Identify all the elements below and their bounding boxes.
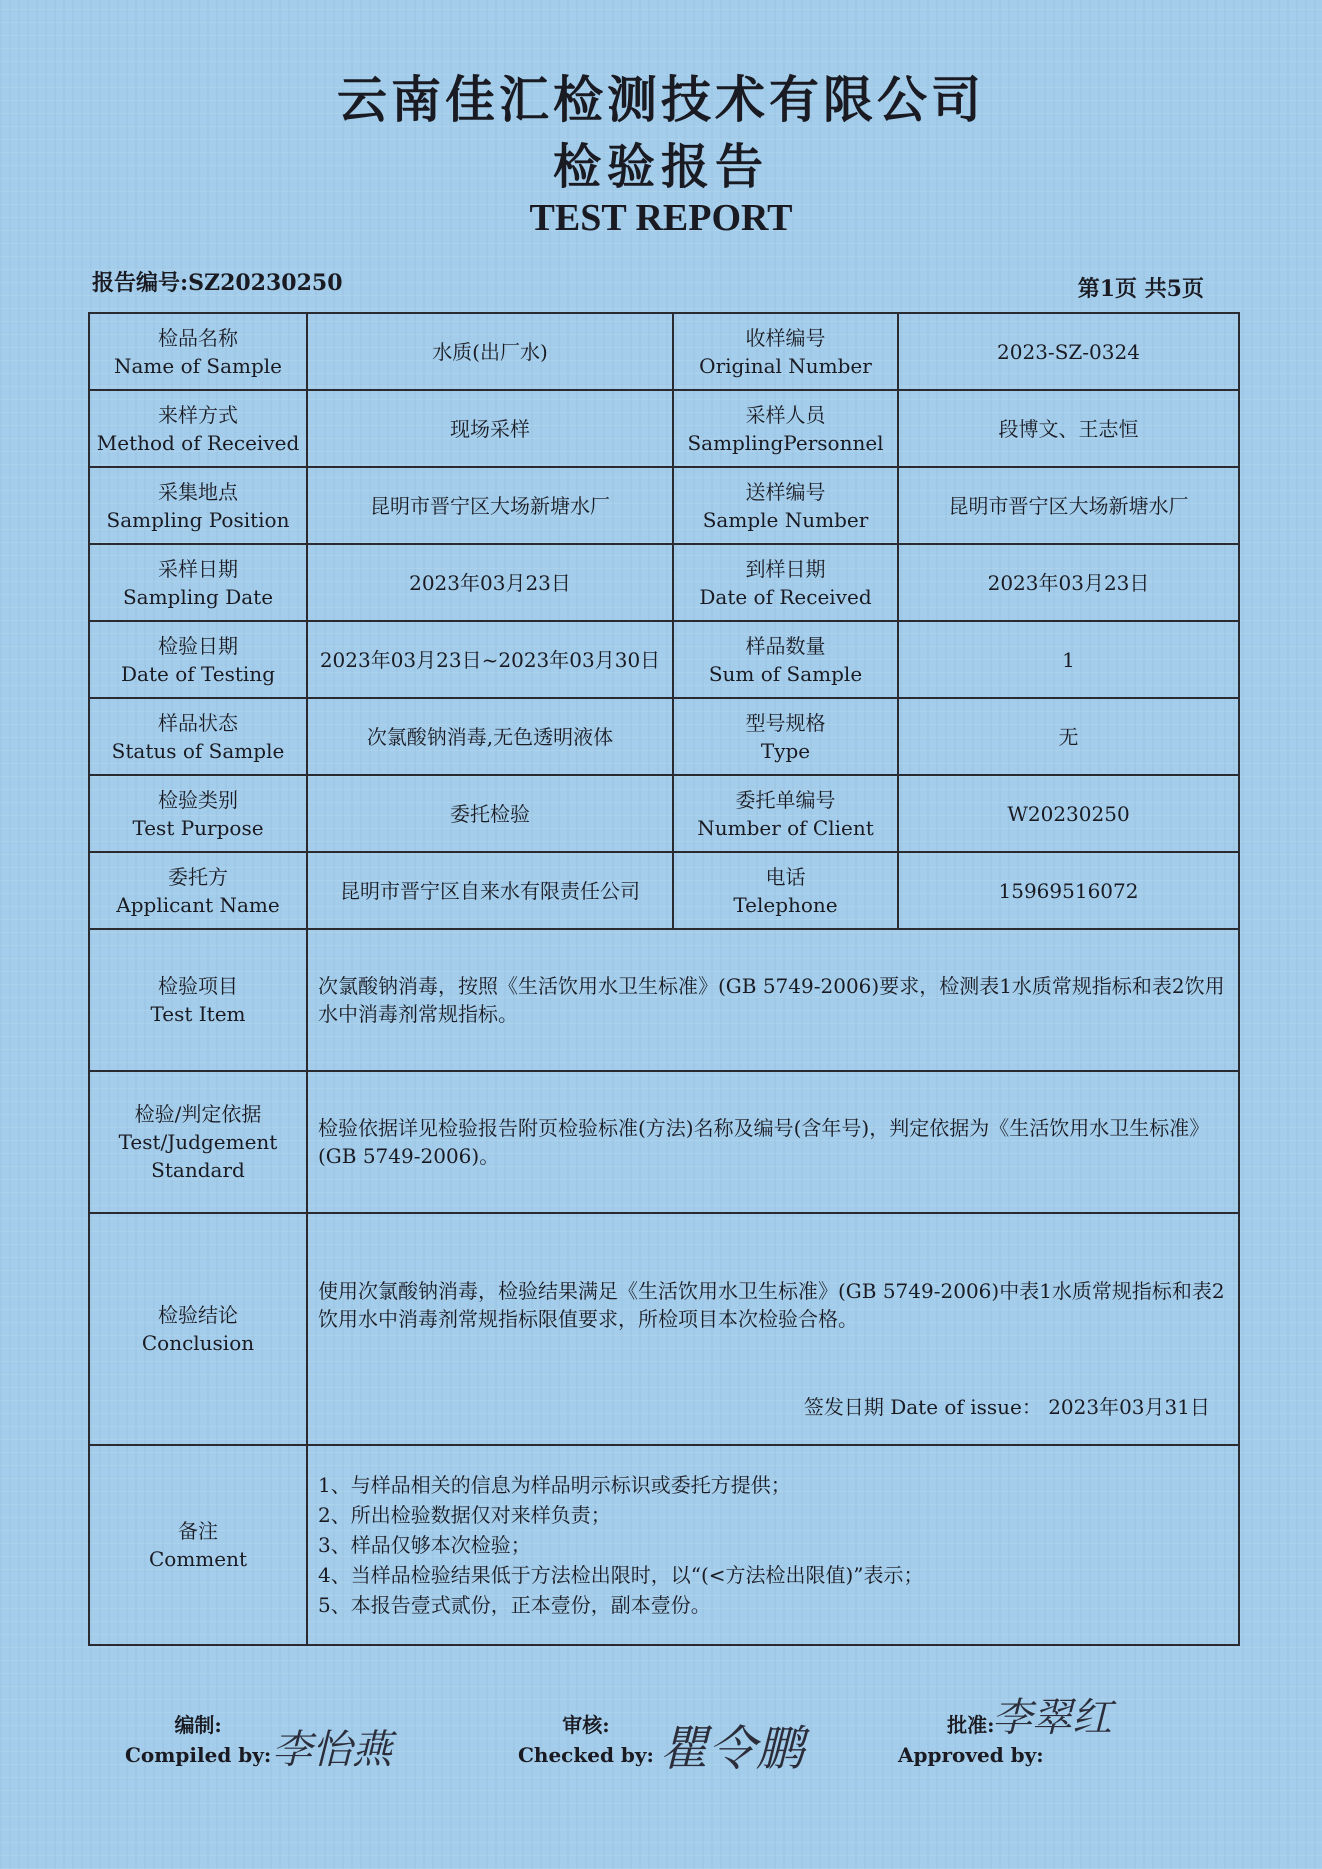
table-row: [89, 390, 1239, 467]
field-label: 样品状态 Status of Sample: [89, 698, 307, 775]
issue-date: 签发日期 Date of issue： 2023年03月31日: [803, 1395, 1210, 1419]
comment-label: 备注 Comment: [89, 1445, 307, 1645]
field-label: 样品数量 Sum of Sample: [673, 621, 898, 698]
field-value: 2023年03月23日: [307, 544, 673, 621]
report-table: [88, 312, 1240, 1646]
comment-line: 3、样品仅够本次检验；: [318, 1533, 531, 1557]
table-row: [89, 621, 1239, 698]
test-item-row: [89, 929, 1239, 1071]
field-label: 型号规格 Type: [673, 698, 898, 775]
field-value: 15969516072: [898, 852, 1239, 929]
comment-line: 4、当样品检验结果低于方法检出限时，以“(<方法检出限值)”表示；: [318, 1563, 924, 1587]
field-value: 昆明市晋宁区自来水有限责任公司: [307, 852, 673, 929]
field-label: 采样人员 SamplingPersonnel: [673, 390, 898, 467]
checked-by-label: 审核: Checked by:: [518, 1713, 654, 1767]
field-label: 采集地点 Sampling Position: [89, 467, 307, 544]
field-label: 送样编号 Sample Number: [673, 467, 898, 544]
comment-line: 5、本报告壹式贰份，正本壹份，副本壹份。: [318, 1593, 711, 1617]
field-value: 1: [898, 621, 1239, 698]
field-value: W20230250: [898, 775, 1239, 852]
page-number: 第1页 共5页: [1077, 276, 1204, 302]
field-label: 电话 Telephone: [673, 852, 898, 929]
field-value: 次氯酸钠消毒,无色透明液体: [307, 698, 673, 775]
field-label: 检品名称 Name of Sample: [89, 313, 307, 390]
company-name: 云南佳汇检测技术有限公司: [337, 71, 985, 129]
field-label: 到样日期 Date of Received: [673, 544, 898, 621]
field-value: 无: [898, 698, 1239, 775]
test-item-label: 检验项目 Test Item: [89, 929, 307, 1071]
table-row: [89, 852, 1239, 929]
approved-signature: 李翠红: [992, 1695, 1112, 1741]
report-number: 报告编号:SZ20230250: [92, 270, 343, 296]
field-value: 2023-SZ-0324: [898, 313, 1239, 390]
field-value: 段博文、王志恒: [898, 390, 1239, 467]
table-row: [89, 313, 1239, 390]
field-value: 委托检验: [307, 775, 673, 852]
report-title-cn: 检验报告: [552, 139, 769, 195]
field-label: 收样编号 Original Number: [673, 313, 898, 390]
field-label: 检验日期 Date of Testing: [89, 621, 307, 698]
table-row: [89, 544, 1239, 621]
report-title-en: TEST REPORT: [529, 197, 793, 239]
conclusion-value: [307, 1213, 1239, 1445]
field-label: 检验类别 Test Purpose: [89, 775, 307, 852]
signature-row: [0, 1695, 1322, 1820]
standard-row: [89, 1071, 1239, 1213]
conclusion-label: 检验结论 Conclusion: [89, 1213, 307, 1445]
table-row: [89, 467, 1239, 544]
comment-line: 1、与样品相关的信息为样品明示标识或委托方提供；: [318, 1473, 791, 1497]
checked-signature: 瞿令鹏: [660, 1721, 805, 1777]
field-value: 现场采样: [307, 390, 673, 467]
field-value: 昆明市晋宁区大场新塘水厂: [898, 467, 1239, 544]
field-value: 水质(出厂水): [307, 313, 673, 390]
field-label: 采样日期 Sampling Date: [89, 544, 307, 621]
field-value: 2023年03月23日: [898, 544, 1239, 621]
conclusion-row: [89, 1213, 1239, 1445]
approved-by-label: 批准: Approved by:: [898, 1713, 1044, 1767]
table-row: [89, 698, 1239, 775]
conclusion-text: 使用次氯酸钠消毒，检验结果满足《生活饮用水卫生标准》(GB 5749-2006)中表1水质常规指标和表2饮用水中消毒剂常规指标限值要求，所检项目本次检验合格。: [318, 1279, 1225, 1331]
field-value: 2023年03月23日~2023年03月30日: [307, 621, 673, 698]
compiled-signature: 李怡燕: [272, 1727, 392, 1773]
standard-value: 检验依据详见检验报告附页检验标准(方法)名称及编号(含年号)，判定依据为《生活饮用水卫生标准》(GB 5749-2006)。: [307, 1071, 1239, 1213]
comment-row: [89, 1445, 1239, 1645]
comment-value: [307, 1445, 1239, 1645]
field-value: 昆明市晋宁区大场新塘水厂: [307, 467, 673, 544]
field-label: 来样方式 Method of Received: [89, 390, 307, 467]
table-row: [89, 775, 1239, 852]
field-label: 委托方 Applicant Name: [89, 852, 307, 929]
comment-line: 2、所出检验数据仅对来样负责；: [318, 1503, 611, 1527]
test-item-value: 次氯酸钠消毒，按照《生活饮用水卫生标准》(GB 5749-2006)要求，检测表1水质常规指标和表2饮用水中消毒剂常规指标。: [307, 929, 1239, 1071]
standard-label: 检验/判定依据 Test/Judgement Standard: [89, 1071, 307, 1213]
field-label: 委托单编号 Number of Client: [673, 775, 898, 852]
compiled-by-label: 编制: Compiled by:: [125, 1713, 272, 1767]
